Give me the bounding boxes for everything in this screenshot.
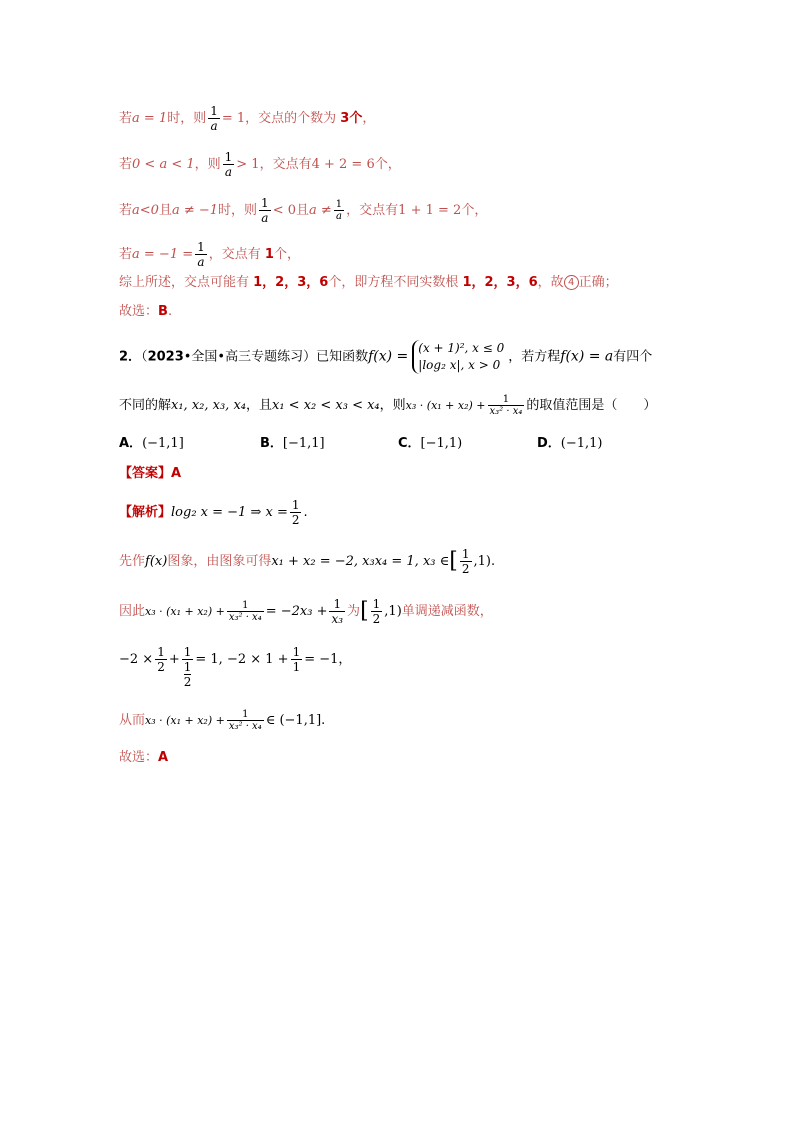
text: 个，即方程不同实数根 (328, 275, 463, 290)
analysis-choice (119, 748, 168, 768)
answer-line (119, 464, 181, 484)
fraction (227, 709, 264, 732)
solution-line-a-between-0-1 (119, 150, 401, 179)
denominator-fraction (182, 659, 194, 689)
question-stem-line-2 (119, 394, 656, 417)
numerator: 1 (210, 104, 218, 118)
denominator: x₃² · x₄ (228, 721, 262, 732)
circled-number: 4 (564, 275, 579, 290)
math: a ≠ (309, 203, 332, 218)
numerator: 1 (335, 199, 343, 210)
math: a = −1 = (132, 247, 194, 262)
denominator: x₃² · x₄ (228, 612, 262, 623)
text: 综上所述，交点可能有 (119, 275, 254, 290)
math: x₃ · (x₁ + x₂) + (405, 399, 486, 412)
text: . (167, 304, 173, 319)
text: 图象，由图象可得 (167, 554, 272, 569)
highlight: 1，2，3，6 (253, 275, 329, 290)
numerator: 1 (292, 645, 301, 659)
text: 时，则 (218, 203, 258, 218)
question-number: 2． (119, 349, 142, 365)
math: a = 1 (132, 111, 168, 126)
text: 个， (273, 247, 300, 262)
math: a<0 (132, 203, 159, 218)
math: f(x) = (368, 348, 409, 365)
text: 若 (119, 111, 133, 126)
text: 时，则 (167, 111, 207, 126)
text: 的取值范围是（ ） (526, 398, 657, 413)
text: 有四个 (613, 349, 653, 365)
question-year: 2023 (147, 349, 184, 365)
analysis-line-2 (119, 547, 495, 576)
text: 若 (119, 247, 133, 262)
math: x₃ · (x₁ + x₂) + (145, 714, 225, 727)
text: 故选： (119, 304, 159, 319)
text: ，则 (379, 398, 406, 413)
analysis-line-5 (119, 709, 325, 732)
option-value: (−1,1) (560, 436, 603, 451)
option-value: [−1,1] (282, 436, 325, 451)
text: 且 (295, 203, 309, 218)
fraction-1-over-a (195, 240, 207, 269)
question-source: •全国•高三专题练习）已知函数 (183, 349, 369, 365)
fraction-1-over-a (223, 150, 235, 179)
text: 不同的解 (119, 398, 172, 413)
denominator: x₃ (331, 612, 344, 626)
denominator: a (334, 210, 344, 222)
text: （ (141, 349, 148, 365)
math: < 0 (272, 203, 296, 218)
bracket: ,1) (473, 554, 491, 569)
option-label: C． (398, 436, 421, 451)
inner-denominator: 2 (183, 675, 192, 689)
fraction (371, 597, 383, 626)
text: ，则 (194, 157, 221, 172)
piecewise-case-2: |log₂ x|, x > 0 (418, 358, 501, 372)
numerator: 1 (183, 645, 192, 659)
fraction (290, 498, 302, 527)
numerator: 1 (224, 150, 233, 164)
numerator: 1 (261, 196, 269, 210)
fraction (227, 600, 264, 623)
option-c (398, 434, 462, 454)
math: f(x) = a (560, 348, 614, 365)
solution-line-a-equals-1 (119, 104, 375, 133)
analysis-label: 【解析】 (119, 505, 172, 520)
math: ∈ (−1,1] (265, 713, 322, 728)
text: . (491, 554, 496, 569)
text: 为 (347, 604, 361, 619)
math: −2 × (119, 652, 154, 667)
text: ，若方程 (508, 349, 561, 365)
highlight: 1 (264, 247, 274, 262)
numerator: 1 (242, 600, 249, 611)
piecewise-function (412, 340, 504, 374)
fraction (291, 645, 303, 674)
option-a (119, 434, 184, 454)
highlight: A (158, 750, 169, 765)
text: 因此 (119, 604, 146, 619)
fraction-1-over-a (208, 104, 220, 133)
math: x₃ ∈ (422, 554, 450, 569)
denominator: a (195, 254, 207, 269)
bracket: [ (449, 548, 458, 574)
text: ，交点有 (259, 157, 312, 172)
solution-summary (119, 273, 618, 293)
inner-numerator: 1 (183, 660, 192, 674)
math: a ≠ −1 (171, 203, 219, 218)
fraction-1-over-a (259, 196, 271, 225)
text: . (321, 713, 326, 728)
text: 从而 (119, 713, 146, 728)
option-label: A． (119, 436, 143, 451)
math: x₃x₄ = 1, (362, 554, 419, 569)
text: ，且 (245, 398, 272, 413)
answer-value: A (171, 466, 182, 481)
text: ，故 (537, 275, 564, 290)
highlight: 1，2，3，6 (462, 275, 538, 290)
math: = 1 (221, 111, 246, 126)
text: 个， (374, 157, 401, 172)
fraction (155, 645, 167, 674)
math: 0 < a < 1 (132, 157, 195, 172)
denominator: 1 (292, 660, 301, 674)
option-d (537, 434, 603, 454)
numerator: 1 (157, 645, 165, 659)
compound-fraction (182, 645, 194, 689)
denominator: a (223, 164, 235, 179)
text: . (303, 505, 308, 520)
denominator: 2 (291, 513, 300, 527)
math: x₃ · (x₁ + x₂) + (145, 605, 225, 618)
denominator: a (208, 118, 220, 133)
numerator: 1 (502, 394, 510, 405)
math: 4 + 2 = 6 (311, 157, 375, 172)
numerator: 1 (372, 597, 381, 611)
text: 个， (461, 203, 488, 218)
fraction (488, 394, 525, 417)
analysis-line-3 (119, 597, 493, 626)
math: x₁ < x₂ < x₃ < x₄ (272, 398, 380, 413)
text: 且 (158, 203, 172, 218)
highlight: B (158, 304, 168, 319)
option-label: D． (537, 436, 561, 451)
option-value: (−1,1] (142, 436, 184, 451)
math: 1 + 1 = 2 (398, 203, 462, 218)
highlight: 3个 (340, 111, 363, 126)
math: x₁, x₂, x₃, x₄ (171, 398, 246, 413)
text: 若 (119, 157, 133, 172)
numerator: 1 (197, 240, 205, 254)
piecewise-case-1: (x + 1)², x ≤ 0 (418, 341, 505, 355)
math: = 1, −2 × 1 + (195, 652, 289, 667)
text: 单调递减函数， (401, 604, 493, 619)
option-b (260, 434, 325, 454)
analysis-line-1 (119, 498, 308, 527)
denominator: 2 (157, 660, 165, 674)
math: f(x) (145, 554, 168, 569)
fraction (329, 597, 345, 626)
math: x₁ + x₂ = −2, (271, 554, 359, 569)
solution-choice (119, 302, 172, 322)
text: 先作 (119, 554, 146, 569)
numerator: 1 (291, 498, 300, 512)
numerator: 1 (333, 597, 342, 611)
solution-line-a-minus-1 (119, 240, 300, 269)
numerator: 1 (461, 547, 470, 561)
text: ，交点的个数为 (245, 111, 341, 126)
math: + (168, 652, 180, 667)
analysis-line-4 (119, 645, 351, 689)
fraction (460, 547, 472, 576)
text: ， (362, 111, 376, 126)
denominator: 2 (372, 612, 381, 626)
bracket: ,1) (384, 604, 402, 619)
numerator: 1 (242, 709, 249, 720)
text: ，交点有 (208, 247, 265, 262)
denominator: a (259, 210, 271, 225)
text: 正确； (578, 275, 618, 290)
text: 若 (119, 203, 133, 218)
text: 故选： (119, 750, 159, 765)
text: ， (338, 652, 352, 667)
option-label: B． (260, 436, 283, 451)
math: = −1 (304, 652, 339, 667)
fraction-1-over-a (334, 199, 344, 222)
question-stem-line-1 (119, 340, 652, 374)
bracket: [ (360, 598, 369, 624)
option-value: [−1,1) (420, 436, 463, 451)
solution-line-a-negative (119, 196, 487, 225)
math: = −2x₃ + (265, 604, 328, 619)
denominator: x₃² · x₄ (489, 406, 523, 417)
math: > 1 (236, 157, 260, 172)
math: log₂ x = −1 ⇒ x = (171, 505, 288, 520)
text: ，交点有 (346, 203, 399, 218)
denominator: 2 (461, 562, 470, 576)
answer-label: 【答案】 (119, 466, 172, 481)
